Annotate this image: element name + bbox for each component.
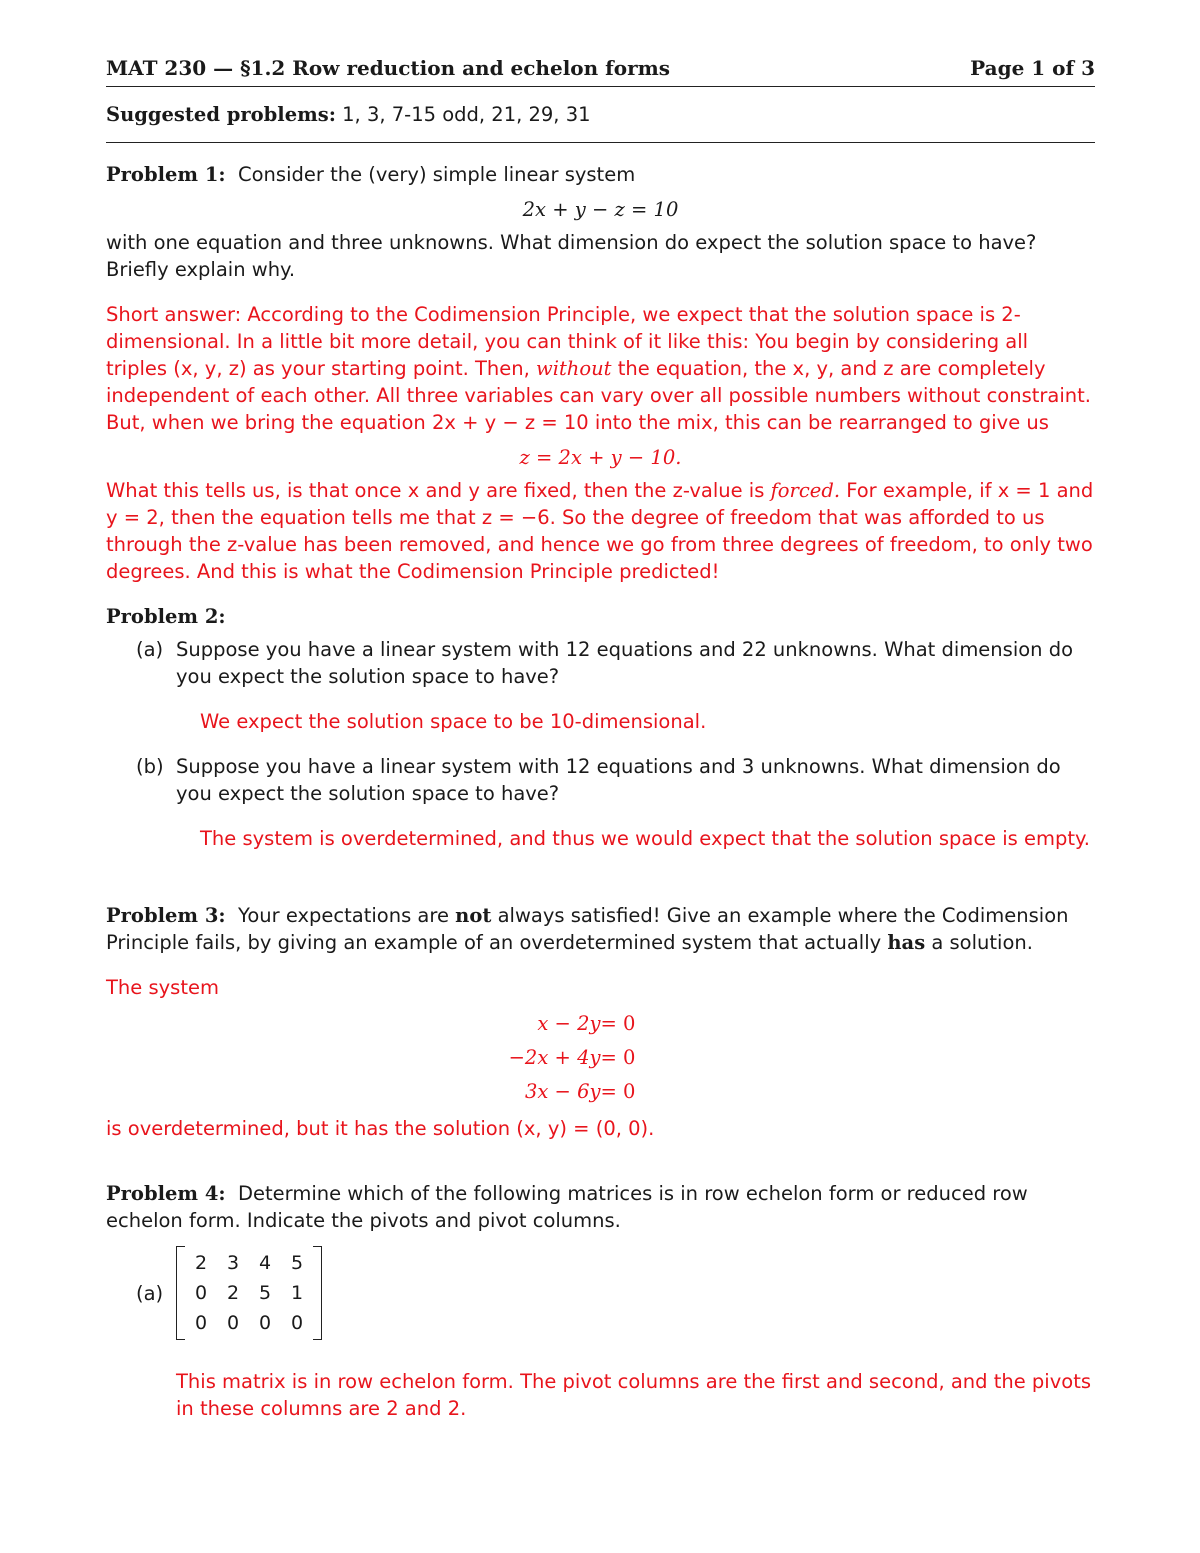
problem-4a	[136, 1246, 1095, 1340]
problem-3-q2: always satisfied! Give an example where the Codimension Principle fails, by giving an example of an overdetermined system that actually	[106, 904, 1069, 954]
problem-2b-answer: The system is overdetermined, and thus we would expect that the solution space is empty.	[200, 827, 1091, 850]
problem-2-label: Problem 2:	[106, 605, 226, 628]
problem-1	[106, 161, 1095, 585]
problem-1-intro: Consider the (very) simple linear system	[238, 163, 636, 186]
problem-3-system	[106, 1007, 1095, 1109]
problem-1-answer	[106, 301, 1095, 436]
matrix-a	[176, 1246, 322, 1340]
problem-3-has: has	[887, 931, 926, 954]
problem-1-answer-emphasis: without	[536, 357, 612, 380]
problem-4-text: Determine which of the following matrices is in row echelon form or reduced row echelon form. Indicate the pivots and pivot columns.	[106, 1182, 1028, 1232]
system-equation-2: −2x + 4y = 0	[508, 1046, 636, 1069]
system-equation-3: 3x − 6y = 0	[524, 1080, 636, 1103]
problem-3-not: not	[455, 904, 492, 927]
suggested-value: 1, 3, 7-15 odd, 21, 29, 31	[342, 103, 591, 126]
document-title: MAT 230 — §1.2 Row reduction and echelon forms	[106, 56, 671, 80]
problem-3-question	[106, 902, 1095, 956]
problem-3	[106, 902, 1095, 1142]
problem-3-q1: Your expectations are	[238, 904, 449, 927]
problem-1-answer-part-d: For example, if x = 1 and y = 2, then the equation tells me that z = −6. So the degree of freedom that was afforded to us through the z-value has been removed, and hence we go from three degrees of freedom, to only two degrees. And this is what the Codimension Principle predicted!	[106, 479, 1094, 583]
problem-3-label: Problem 3:	[106, 904, 226, 927]
matrix-right-bracket	[313, 1246, 322, 1340]
page-header	[106, 56, 1095, 87]
problem-2b-question: Suppose you have a linear system with 12 equations and 3 unknowns. What dimension do you expect the solution space to have?	[176, 755, 1061, 805]
problem-2b	[106, 753, 1095, 807]
problem-2a-question: Suppose you have a linear system with 12 equations and 22 unknowns. What dimension do you expect the solution space to have?	[176, 638, 1074, 688]
problem-1-equation-2: z = 2x + y − 10.	[519, 446, 682, 469]
document-page	[106, 56, 1095, 1422]
problem-4a-label: (a)	[136, 1281, 164, 1305]
problem-1-answer-part-a: Short answer: According to the Codimension Principle, we expect that the solution space is 2-dimensional. In a little bit more detail, you can think of it like this: You begin by considering all triples (x, y, z) as your starting point. Then,	[106, 303, 1029, 380]
problem-2b-label: (b)	[136, 755, 164, 778]
problem-4-question	[106, 1180, 1095, 1234]
suggested-problems	[106, 101, 1095, 128]
system-equation-1: x − 2y = 0	[537, 1012, 636, 1035]
suggested-label: Suggested problems:	[106, 103, 336, 126]
problem-4a-answer: This matrix is in row echelon form. The pivot columns are the first and second, and the pivots in these columns are 2 and 2.	[176, 1370, 1092, 1420]
problem-2a-label: (a)	[136, 638, 164, 661]
problem-3-q3: a solution.	[931, 931, 1033, 954]
problem-2a	[106, 636, 1095, 690]
problem-1-equation: 2x + y − z = 10	[522, 198, 679, 221]
problem-1-answer-part-b: the equation, the x, y, and z are completely independent of each other. All three variables can vary over all possible numbers without constraint. But, when we bring the equation 2x + y − z = 10 into the mix, this can be rearranged to give us	[106, 357, 1091, 434]
problem-1-answer-part-c: What this tells us, is that once x and y are fixed, then the z-value is	[106, 479, 765, 502]
page-number: Page 1 of 3	[970, 56, 1095, 80]
problem-1-question: with one equation and three unknowns. What dimension do expect the solution space to have? Briefly explain why.	[106, 231, 1037, 281]
problem-4-label: Problem 4:	[106, 1182, 226, 1205]
problem-2	[106, 603, 1095, 852]
problem-4	[106, 1180, 1095, 1422]
problem-3-answer-intro: The system	[106, 976, 219, 999]
problem-1-answer-emphasis-2: forced.	[770, 479, 841, 502]
problem-1-intro-line	[106, 161, 1095, 188]
problem-1-answer-continued	[106, 477, 1095, 585]
problem-1-label: Problem 1:	[106, 163, 226, 186]
problem-3-answer-end: is overdetermined, but it has the solution (x, y) = (0, 0).	[106, 1117, 655, 1140]
matrix-left-bracket	[176, 1246, 185, 1340]
problem-2a-answer: We expect the solution space to be 10-dimensional.	[200, 710, 707, 733]
matrix-grid: 2 3 4 5 0 2 5 1 0 0 0 0	[194, 1252, 304, 1334]
section-divider	[106, 142, 1095, 143]
